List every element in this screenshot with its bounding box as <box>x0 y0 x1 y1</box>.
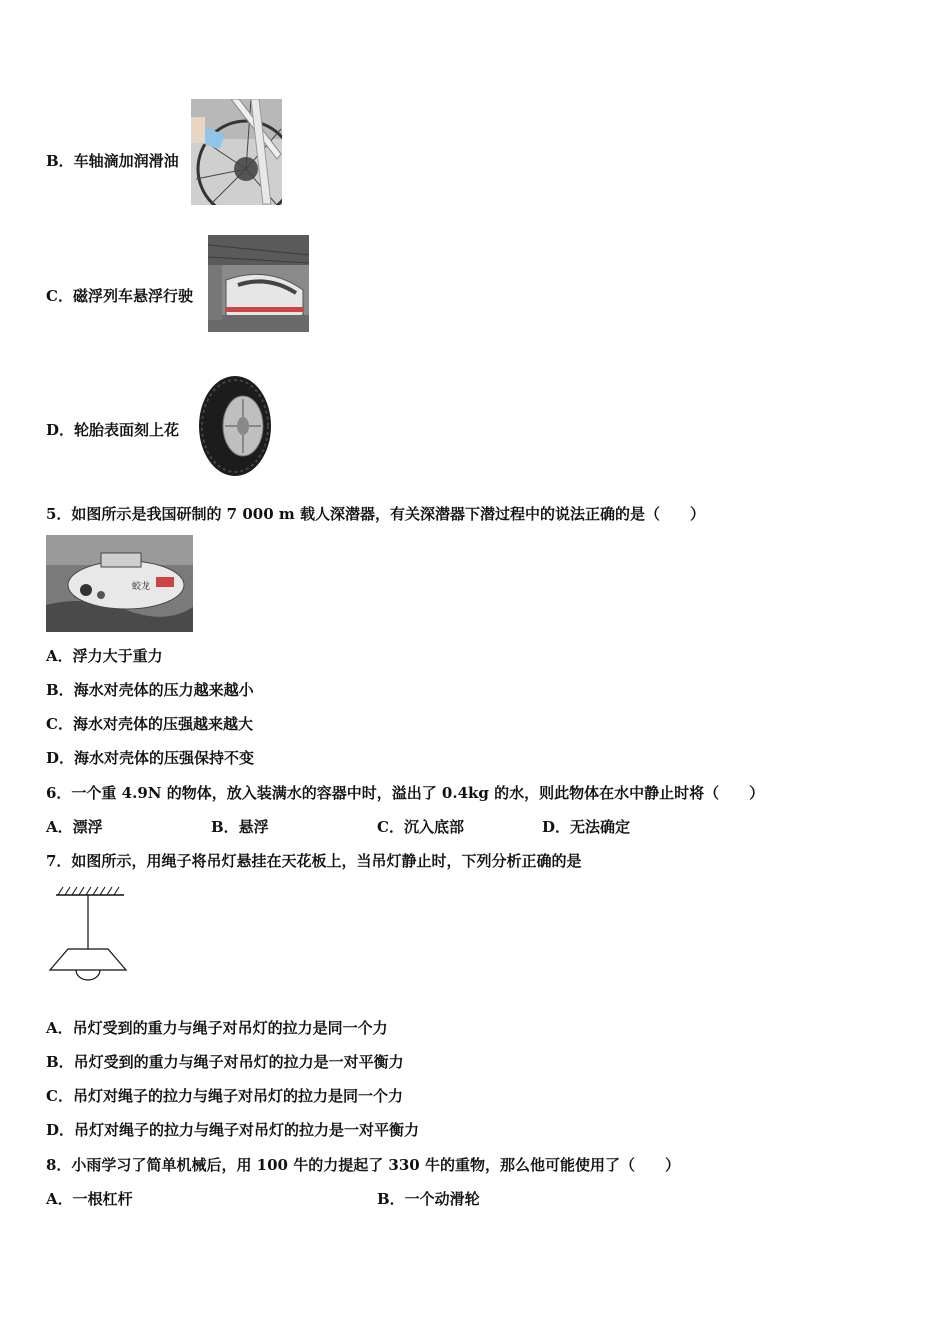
q8-option-b: B．一个动滑轮 <box>377 1190 480 1208</box>
q5-option-d: D．海水对壳体的压强保持不变 <box>46 749 255 767</box>
q7-option-a: A．吊灯受到的重力与绳子对吊灯的拉力是同一个力 <box>46 1019 388 1037</box>
maglev-train-photo <box>208 235 309 332</box>
q8-option-a: A．一根杠杆 <box>46 1190 133 1208</box>
tire-photo <box>195 374 275 478</box>
q6-option-b: B．悬浮 <box>211 818 269 836</box>
q7-option-c: C．吊灯对绳子的拉力与绳子对吊灯的拉力是同一个力 <box>46 1087 403 1105</box>
submersible-label: 蛟龙 <box>132 582 151 592</box>
q7-stem: 7．如图所示，用绳子将吊灯悬挂在天花板上，当吊灯静止时，下列分析正确的是 <box>46 852 582 870</box>
hanging-lamp-diagram <box>46 883 130 985</box>
q7-option-b: B．吊灯受到的重力与绳子对吊灯的拉力是一对平衡力 <box>46 1053 404 1071</box>
q8-stem: 8．小雨学习了简单机械后，用 100 牛的力提起了 330 牛的重物，那么他可能使用了（ ） <box>46 1156 680 1174</box>
q5-option-b: B．海水对壳体的压力越来越小 <box>46 681 254 699</box>
q6-stem: 6．一个重 4.9N 的物体，放入装满水的容器中时，溢出了 0.4kg 的水，则此物体在水中静止时将（ ） <box>46 784 765 802</box>
q4-option-b: B．车轴滴加润滑油 <box>46 152 179 170</box>
q7-option-d: D．吊灯对绳子的拉力与绳子对吊灯的拉力是一对平衡力 <box>46 1121 420 1139</box>
q6-option-c: C．沉入底部 <box>377 818 464 836</box>
q4-option-c: C．磁浮列车悬浮行驶 <box>46 287 193 305</box>
q5-option-c: C．海水对壳体的压强越来越大 <box>46 715 253 733</box>
bicycle-wheel-photo <box>191 99 282 205</box>
q4-option-d: D．轮胎表面刻上花 <box>46 421 180 439</box>
q6-option-d: D．无法确定 <box>542 818 631 836</box>
q5-stem: 5．如图所示是我国研制的 7 000 m 载人深潜器，有关深潜器下潜过程中的说法正确的是（ ） <box>46 505 705 523</box>
q6-option-a: A．漂浮 <box>46 818 103 836</box>
q5-option-a: A．浮力大于重力 <box>46 647 163 665</box>
submersible-photo <box>46 535 193 632</box>
